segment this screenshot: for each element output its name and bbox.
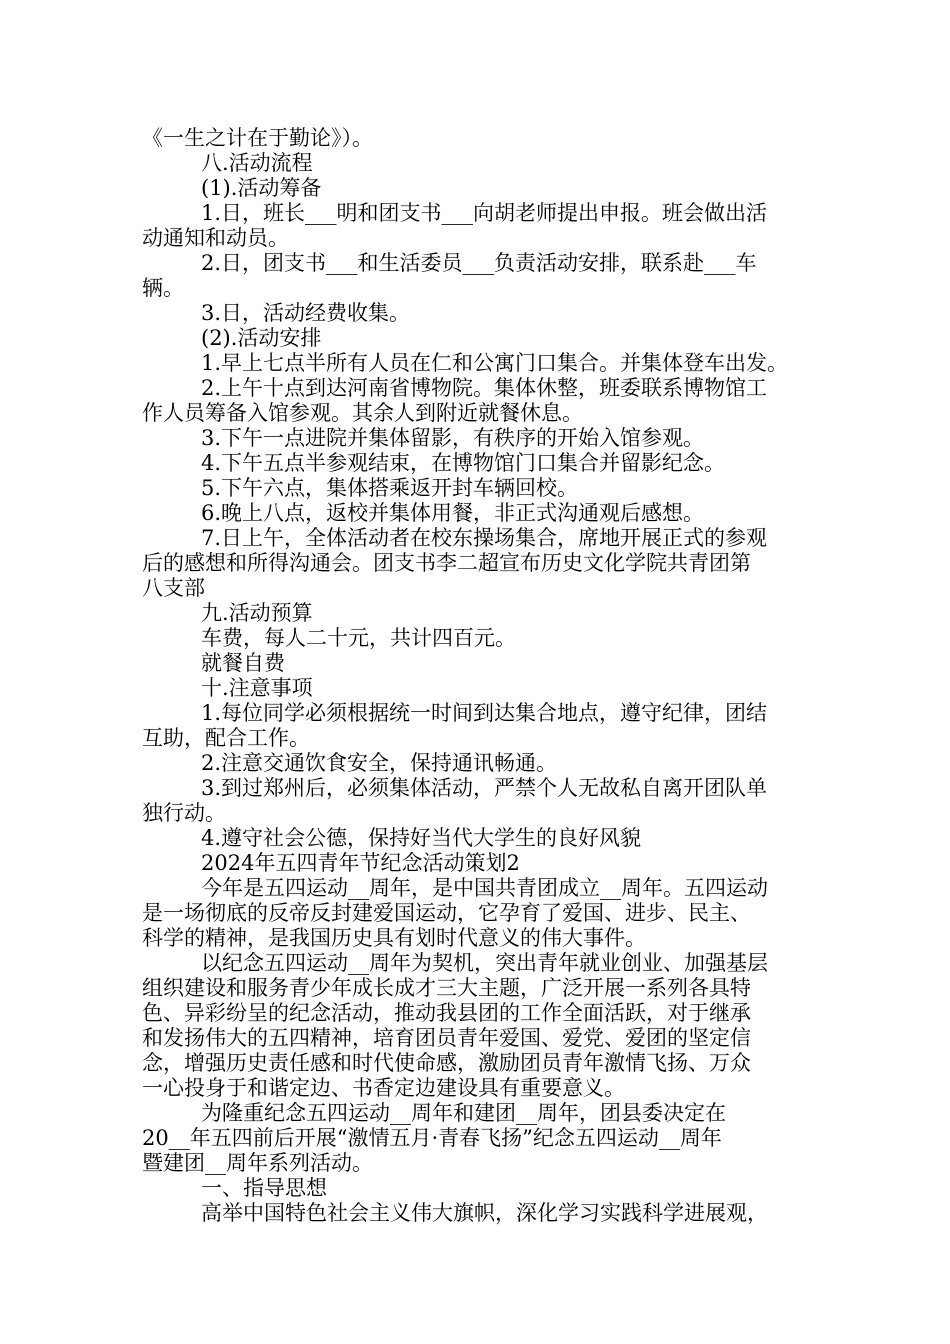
text-line: 一心投身于和谐定边、书香定边建设具有重要意义。 xyxy=(142,1076,625,1100)
text-line: 后的感想和所得沟通会。团支书李二超宣布历史文化学院共青团第 xyxy=(142,551,751,575)
text-line: 就餐自费 xyxy=(201,651,285,675)
text-line: 为隆重纪念五四运动__周年和建团__周年，团县委决定在 xyxy=(201,1101,726,1125)
text-line: 7.日上午，全体活动者在校东操场集合，席地开展正式的参观 xyxy=(201,526,768,550)
text-line: 辆。 xyxy=(142,276,184,300)
text-line: 车费，每人二十元，共计四百元。 xyxy=(201,626,516,650)
text-line: 5.下午六点，集体搭乘返开封车辆回校。 xyxy=(201,476,579,500)
text-line: 3.下午一点进院并集体留影，有秩序的开始入馆参观。 xyxy=(201,426,705,450)
text-line: 高举中国特色社会主义伟大旗帜，深化学习实践科学进展观， xyxy=(201,1201,768,1225)
text-line: 4.下午五点半参观结束，在博物馆门口集合并留影纪念。 xyxy=(201,451,726,475)
text-line: 今年是五四运动__周年，是中国共青团成立__周年。五四运动 xyxy=(201,876,768,900)
text-line: 组织建设和服务青少年成长成才三大主题，广泛开展一系列各具特 xyxy=(142,976,751,1000)
text-line: 暨建团__周年系列活动。 xyxy=(142,1151,373,1175)
text-line: 独行动。 xyxy=(142,801,226,825)
text-line: 和发扬伟大的五四精神，培育团员青年爱国、爱党、爱团的坚定信 xyxy=(142,1026,751,1050)
text-line: 2024年五四青年节纪念活动策划2 xyxy=(201,851,520,875)
text-line: 互助，配合工作。 xyxy=(142,726,310,750)
text-line: 念，增强历史责任感和时代使命感，激励团员青年激情飞扬、万众 xyxy=(142,1051,751,1075)
text-line: 20__年五四前后开展“激情五月·青春飞扬”纪念五四运动__周年 xyxy=(142,1126,722,1150)
text-line: 九.活动预算 xyxy=(201,601,313,625)
text-line: 作人员筹备入馆参观。其余人到附近就餐休息。 xyxy=(142,401,583,425)
text-line: 4.遵守社会公德，保持好当代大学生的良好风貌 xyxy=(201,826,642,850)
text-line: 2.上午十点到达河南省博物院。集体休整，班委联系博物馆工 xyxy=(201,376,768,400)
text-line: 八支部 xyxy=(142,576,205,600)
text-line: 《一生之计在于勤论》）。 xyxy=(142,126,373,150)
text-line: (1).活动筹备 xyxy=(201,176,322,200)
text-line: 2.日，团支书___和生活委员___负责活动安排，联系赴___车 xyxy=(201,251,757,275)
text-line: 科学的精神，是我国历史具有划时代意义的伟大事件。 xyxy=(142,926,646,950)
text-line: 3.日，活动经费收集。 xyxy=(201,301,411,325)
text-line: 1.每位同学必须根据统一时间到达集合地点，遵守纪律，团结 xyxy=(201,701,768,725)
text-line: 十.注意事项 xyxy=(201,676,313,700)
text-line: 6.晚上八点，返校并集体用餐，非正式沟通观后感想。 xyxy=(201,501,705,525)
text-line: 1.早上七点半所有人员在仁和公寓门口集合。并集体登车出发。 xyxy=(201,351,789,375)
text-line: 动通知和动员。 xyxy=(142,226,289,250)
text-line: 2.注意交通饮食安全，保持通讯畅通。 xyxy=(201,751,558,775)
document-body xyxy=(142,126,818,1226)
text-line: 3.到过郑州后，必须集体活动，严禁个人无故私自离开团队单 xyxy=(201,776,768,800)
text-line: 1.日，班长___明和团支书___向胡老师提出申报。班会做出活 xyxy=(201,201,768,225)
text-line: 色、异彩纷呈的纪念活动，推动我县团的工作全面活跃，对于继承 xyxy=(142,1001,751,1025)
text-line: 是一场彻底的反帝反封建爱国运动，它孕育了爱国、进步、民主、 xyxy=(142,901,751,925)
text-line: (2).活动安排 xyxy=(201,326,322,350)
text-line: 以纪念五四运动__周年为契机，突出青年就业创业、加强基层 xyxy=(201,951,768,975)
text-line: 八.活动流程 xyxy=(201,151,313,175)
text-line: 一、指导思想 xyxy=(201,1176,327,1200)
